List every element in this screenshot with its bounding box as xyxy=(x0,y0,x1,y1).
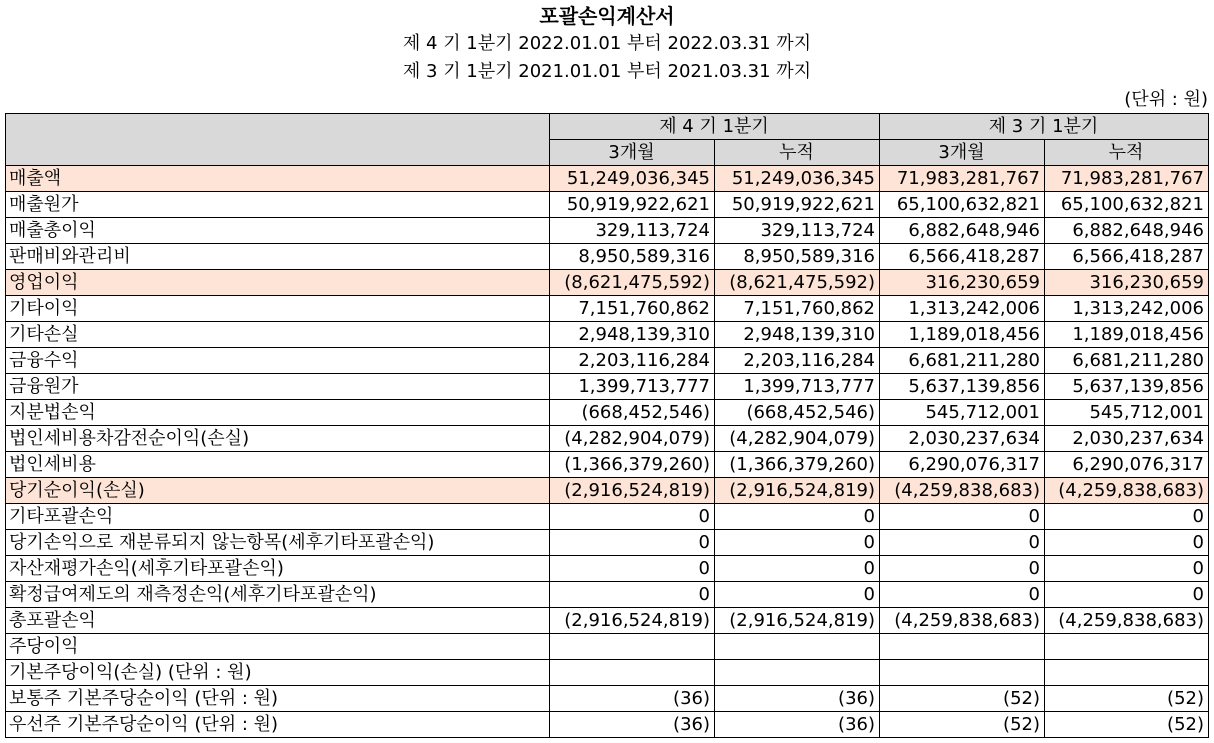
header-current-period: 제 4 기 1분기 xyxy=(550,114,880,140)
value-current-3m: 1,399,713,777 xyxy=(550,374,715,400)
header-current-3m: 3개월 xyxy=(550,140,715,166)
value-current-cumulative: (8,621,475,592) xyxy=(715,270,880,296)
row-label: 기본주당이익(손실) (단위 : 원) xyxy=(6,660,550,686)
value-prior-3m xyxy=(880,660,1045,686)
value-prior-3m: 5,637,139,856 xyxy=(880,374,1045,400)
value-current-cumulative: 0 xyxy=(715,530,880,556)
value-current-cumulative: 0 xyxy=(715,504,880,530)
row-label: 보통주 기본주당순이익 (단위 : 원) xyxy=(6,686,550,712)
row-label: 기타포괄손익 xyxy=(6,504,550,530)
table-row xyxy=(6,712,1209,738)
value-current-3m: (8,621,475,592) xyxy=(550,270,715,296)
header-account-cell xyxy=(6,114,550,166)
value-current-3m: (4,282,904,079) xyxy=(550,426,715,452)
table-row xyxy=(6,400,1209,426)
table-row xyxy=(6,582,1209,608)
value-prior-3m: 6,290,076,317 xyxy=(880,452,1045,478)
value-current-3m: 2,203,116,284 xyxy=(550,348,715,374)
value-prior-3m: 545,712,001 xyxy=(880,400,1045,426)
header-current-cumulative: 누적 xyxy=(715,140,880,166)
value-current-3m: (1,366,379,260) xyxy=(550,452,715,478)
value-current-cumulative: 2,203,116,284 xyxy=(715,348,880,374)
value-current-3m xyxy=(550,634,715,660)
table-row xyxy=(6,504,1209,530)
row-label: 당기순이익(손실) xyxy=(6,478,550,504)
value-prior-cumulative: (52) xyxy=(1045,712,1209,738)
unit-label: (단위 : 원) xyxy=(1124,89,1208,110)
value-current-cumulative: (1,366,379,260) xyxy=(715,452,880,478)
header-prior-cumulative: 누적 xyxy=(1045,140,1209,166)
value-current-cumulative: (2,916,524,819) xyxy=(715,478,880,504)
value-current-cumulative: 2,948,139,310 xyxy=(715,322,880,348)
header-prior-3m: 3개월 xyxy=(880,140,1045,166)
value-prior-cumulative: 65,100,632,821 xyxy=(1045,192,1209,218)
value-current-cumulative: (36) xyxy=(715,686,880,712)
value-current-cumulative: 8,950,589,316 xyxy=(715,244,880,270)
value-current-cumulative: (2,916,524,819) xyxy=(715,608,880,634)
value-current-3m: 0 xyxy=(550,504,715,530)
value-current-3m: (2,916,524,819) xyxy=(550,478,715,504)
table-row xyxy=(6,166,1209,192)
row-label: 주당이익 xyxy=(6,634,550,660)
value-current-cumulative: (4,282,904,079) xyxy=(715,426,880,452)
row-label: 금융수익 xyxy=(6,348,550,374)
value-prior-3m xyxy=(880,634,1045,660)
value-current-cumulative: 51,249,036,345 xyxy=(715,166,880,192)
row-label: 자산재평가손익(세후기타포괄손익) xyxy=(6,556,550,582)
row-label: 판매비와관리비 xyxy=(6,244,550,270)
table-row xyxy=(6,296,1209,322)
value-prior-cumulative: 71,983,281,767 xyxy=(1045,166,1209,192)
value-current-3m xyxy=(550,660,715,686)
period-current: 제 4 기 1분기 2022.01.01 부터 2022.03.31 까지 xyxy=(402,33,812,54)
table-row xyxy=(6,452,1209,478)
value-prior-cumulative: 545,712,001 xyxy=(1045,400,1209,426)
row-label: 지분법손익 xyxy=(6,400,550,426)
income-statement-table xyxy=(5,113,1209,738)
value-prior-3m: (52) xyxy=(880,686,1045,712)
value-current-3m: (668,452,546) xyxy=(550,400,715,426)
value-prior-cumulative: 6,882,648,946 xyxy=(1045,218,1209,244)
value-current-cumulative: 50,919,922,621 xyxy=(715,192,880,218)
table-row xyxy=(6,608,1209,634)
value-current-3m: 329,113,724 xyxy=(550,218,715,244)
value-prior-cumulative: 6,290,076,317 xyxy=(1045,452,1209,478)
value-prior-cumulative: (52) xyxy=(1045,686,1209,712)
header-prior-period: 제 3 기 1분기 xyxy=(880,114,1209,140)
value-prior-cumulative xyxy=(1045,660,1209,686)
table-row xyxy=(6,660,1209,686)
value-prior-3m: 65,100,632,821 xyxy=(880,192,1045,218)
value-prior-cumulative: 6,566,418,287 xyxy=(1045,244,1209,270)
value-prior-3m: (4,259,838,683) xyxy=(880,608,1045,634)
value-current-cumulative: 0 xyxy=(715,556,880,582)
row-label: 당기손익으로 재분류되지 않는항목(세후기타포괄손익) xyxy=(6,530,550,556)
row-label: 금융원가 xyxy=(6,374,550,400)
value-prior-cumulative: 1,189,018,456 xyxy=(1045,322,1209,348)
value-prior-cumulative: 0 xyxy=(1045,504,1209,530)
value-prior-3m: 71,983,281,767 xyxy=(880,166,1045,192)
table-row xyxy=(6,686,1209,712)
value-prior-3m: 6,681,211,280 xyxy=(880,348,1045,374)
value-current-3m: 0 xyxy=(550,582,715,608)
value-prior-3m: 0 xyxy=(880,582,1045,608)
value-prior-3m: 0 xyxy=(880,504,1045,530)
value-current-3m: 8,950,589,316 xyxy=(550,244,715,270)
value-current-cumulative: 0 xyxy=(715,582,880,608)
table-row xyxy=(6,244,1209,270)
value-prior-cumulative: 5,637,139,856 xyxy=(1045,374,1209,400)
row-label: 매출액 xyxy=(6,166,550,192)
header-row-periods xyxy=(6,114,1209,140)
table-row xyxy=(6,218,1209,244)
value-current-cumulative: (668,452,546) xyxy=(715,400,880,426)
value-current-3m: 50,919,922,621 xyxy=(550,192,715,218)
value-current-3m: 0 xyxy=(550,530,715,556)
table-row xyxy=(6,426,1209,452)
value-prior-cumulative: 0 xyxy=(1045,530,1209,556)
row-label: 매출원가 xyxy=(6,192,550,218)
row-label: 우선주 기본주당순이익 (단위 : 원) xyxy=(6,712,550,738)
row-label: 법인세비용 xyxy=(6,452,550,478)
value-prior-3m: 6,882,648,946 xyxy=(880,218,1045,244)
value-current-cumulative: 7,151,760,862 xyxy=(715,296,880,322)
value-prior-cumulative: 316,230,659 xyxy=(1045,270,1209,296)
row-label: 확정급여제도의 재측정손익(세후기타포괄손익) xyxy=(6,582,550,608)
value-prior-3m: 0 xyxy=(880,556,1045,582)
value-current-cumulative xyxy=(715,634,880,660)
value-current-3m: 7,151,760,862 xyxy=(550,296,715,322)
value-current-cumulative: (36) xyxy=(715,712,880,738)
statement-title: 포괄손익계산서 xyxy=(539,4,675,28)
row-label: 법인세비용차감전순이익(손실) xyxy=(6,426,550,452)
table-row xyxy=(6,192,1209,218)
value-current-3m: 2,948,139,310 xyxy=(550,322,715,348)
row-label: 총포괄손익 xyxy=(6,608,550,634)
value-prior-cumulative: 6,681,211,280 xyxy=(1045,348,1209,374)
table-row xyxy=(6,634,1209,660)
table-row xyxy=(6,270,1209,296)
table-row xyxy=(6,374,1209,400)
row-label: 기타이익 xyxy=(6,296,550,322)
value-current-cumulative: 1,399,713,777 xyxy=(715,374,880,400)
value-prior-3m: 6,566,418,287 xyxy=(880,244,1045,270)
row-label: 영업이익 xyxy=(6,270,550,296)
value-prior-3m: (52) xyxy=(880,712,1045,738)
value-prior-cumulative: (4,259,838,683) xyxy=(1045,608,1209,634)
table-row xyxy=(6,478,1209,504)
value-current-3m: (2,916,524,819) xyxy=(550,608,715,634)
row-label: 매출총이익 xyxy=(6,218,550,244)
value-prior-cumulative: (4,259,838,683) xyxy=(1045,478,1209,504)
table-row xyxy=(6,322,1209,348)
value-prior-cumulative: 2,030,237,634 xyxy=(1045,426,1209,452)
value-current-3m: 0 xyxy=(550,556,715,582)
table-row xyxy=(6,530,1209,556)
value-prior-cumulative: 0 xyxy=(1045,582,1209,608)
value-prior-cumulative: 0 xyxy=(1045,556,1209,582)
value-prior-3m: 1,189,018,456 xyxy=(880,322,1045,348)
table-row xyxy=(6,556,1209,582)
value-prior-3m: 0 xyxy=(880,530,1045,556)
value-current-cumulative: 329,113,724 xyxy=(715,218,880,244)
value-current-cumulative xyxy=(715,660,880,686)
value-prior-3m: 2,030,237,634 xyxy=(880,426,1045,452)
row-label: 기타손실 xyxy=(6,322,550,348)
value-prior-3m: 316,230,659 xyxy=(880,270,1045,296)
value-prior-cumulative: 1,313,242,006 xyxy=(1045,296,1209,322)
value-current-3m: 51,249,036,345 xyxy=(550,166,715,192)
value-current-3m: (36) xyxy=(550,712,715,738)
value-prior-3m: (4,259,838,683) xyxy=(880,478,1045,504)
value-prior-cumulative xyxy=(1045,634,1209,660)
period-prior: 제 3 기 1분기 2021.01.01 부터 2021.03.31 까지 xyxy=(402,61,812,82)
value-current-3m: (36) xyxy=(550,686,715,712)
table-row xyxy=(6,348,1209,374)
value-prior-3m: 1,313,242,006 xyxy=(880,296,1045,322)
